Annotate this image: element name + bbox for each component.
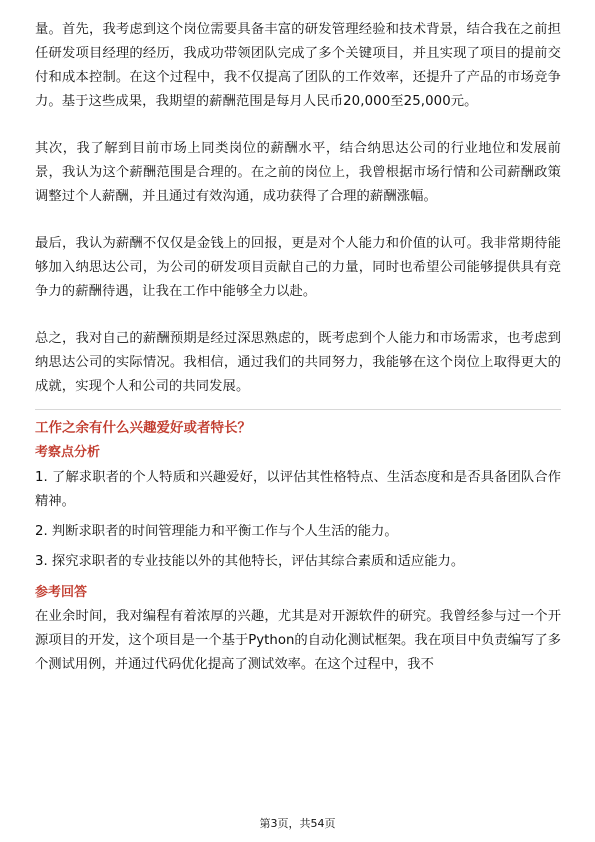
paragraph-salary-intro: 量。首先，我考虑到这个岗位需要具备丰富的研发管理经验和技术背景，结合我在之前担任研发项目经理的经历，我成功带领团队完成了多个关键项目，并且实现了项目的提前交付和成本控制。在这个过程中，我不仅提高了团队的工作效率，还提升了产品的市场竞争力。基于这些成果，我期望的薪酬范围是每月人民币20,000至25,000元。 [35, 22, 561, 109]
answer-title: 参考回答 [35, 585, 88, 600]
paragraph-value-recognition: 最后，我认为薪酬不仅仅是金钱上的回报，更是对个人能力和价值的认可。我非常期待能够加入纳思达公司，为公司的研发项目贡献自己的力量，同时也希望公司能够提供具有竞争力的薪酬待遇，让我在工作中能够全力以赴。 [35, 236, 561, 299]
analysis-item: 3. 探究求职者的专业技能以外的其他特长，评估其综合素质和适应能力。 [35, 554, 465, 569]
question-title: 工作之余有什么兴趣爱好或者特长？ [35, 420, 251, 436]
analysis-item: 2. 判断求职者的时间管理能力和平衡工作与个人生活的能力。 [35, 524, 398, 539]
paragraph-conclusion: 总之，我对自己的薪酬预期是经过深思熟虑的，既考虑到个人能力和市场需求，也考虑到纳思达公司的实际情况。我相信，通过我们的共同努力，我能够在这个岗位上取得更大的成就，实现个人和公司的共同发展。 [35, 331, 561, 394]
page-content [35, 18, 561, 677]
page-number: 第3页，共54页 [259, 817, 336, 830]
analysis-title: 考察点分析 [35, 445, 101, 460]
analysis-item: 1. 了解求职者的个人特质和兴趣爱好，以评估其性格特点、生活态度和是否具备团队合作精神。 [35, 470, 561, 509]
analysis-list [35, 466, 561, 574]
answer-text: 在业余时间，我对编程有着浓厚的兴趣，尤其是对开源软件的研究。我曾经参与过一个开源项目的开发，这个项目是一个基于Python的自动化测试框架。我在项目中负责编写了多个测试用例，并通过代码优化提高了测试效率。在这个过程中，我不 [35, 609, 561, 672]
section-divider [35, 409, 561, 410]
paragraph-market-rate: 其次，我了解到目前市场上同类岗位的薪酬水平，结合纳思达公司的行业地位和发展前景，我认为这个薪酬范围是合理的。在之前的岗位上，我曾根据市场行情和公司薪酬政策调整过个人薪酬，并且通过有效沟通，成功获得了合理的薪酬涨幅。 [35, 141, 561, 204]
